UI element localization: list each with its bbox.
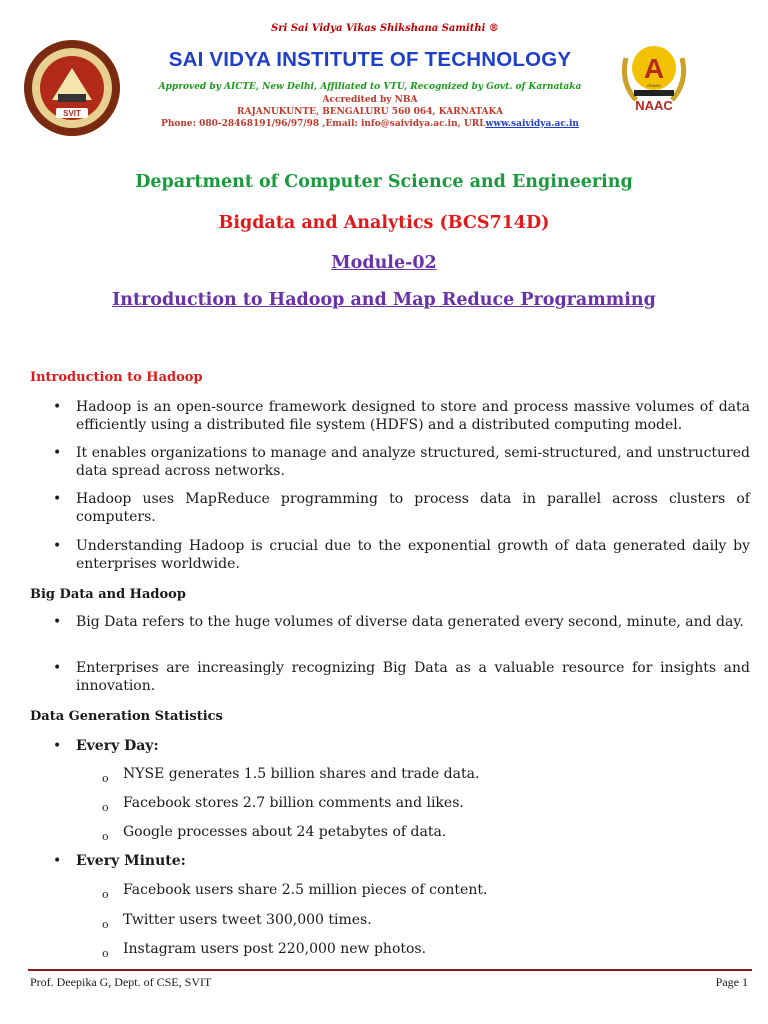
bullet-dot: • xyxy=(53,614,62,630)
naac-label: NAAC xyxy=(635,98,673,113)
bullet-dot: • xyxy=(53,445,62,461)
website-link[interactable]: www.saividya.ac.in xyxy=(485,119,579,129)
naac-grade-letter: A xyxy=(643,53,665,84)
bigdata-bullet: Big Data refers to the huge volumes of diverse data generated every second, minute, and day. xyxy=(76,614,744,630)
sub-bullet-dot: o xyxy=(102,801,109,814)
naac-grade-word: GRADE xyxy=(646,83,662,88)
bullet-dot: • xyxy=(53,491,62,507)
contact-line xyxy=(120,118,620,130)
sub-bullet-dot: o xyxy=(102,947,109,960)
bullet-dot: • xyxy=(53,538,62,554)
approval-line: Approved by AICTE, New Delhi, Affiliated to VTU, Recognized by Govt. of Karnataka xyxy=(158,82,582,92)
naac-logo xyxy=(616,38,692,130)
institute-name: SAI VIDYA INSTITUTE OF TECHNOLOGY xyxy=(168,48,572,71)
footer-author: Prof. Deepika G, Dept. of CSE, SVIT xyxy=(30,975,212,989)
every-minute-item: Instagram users post 220,000 new photos. xyxy=(123,941,427,957)
every-minute-item: Twitter users tweet 300,000 times. xyxy=(123,912,372,928)
intro-bullet: Understanding Hadoop is crucial due to the exponential growth of data generated daily by enterprises worldwide. xyxy=(76,538,750,572)
sub-bullet-dot: o xyxy=(102,830,109,843)
svit-logo xyxy=(22,38,122,138)
department-title: Department of Computer Science and Engineering xyxy=(135,172,633,192)
bullet-dot: • xyxy=(53,399,62,415)
samithi-name: Sri Sai Vidya Vikas Shikshana Samithi ® xyxy=(271,23,499,34)
bigdata-heading: Big Data and Hadoop xyxy=(30,587,186,602)
course-title: Bigdata and Analytics (BCS714D) xyxy=(218,213,550,233)
every-day-item: NYSE generates 1.5 billion shares and trade data. xyxy=(123,766,480,782)
contact-text: Phone: 080-28468191/96/97/98 ,Email: info@saividya.ac.in, URL xyxy=(161,119,486,129)
intro-heading: Introduction to Hadoop xyxy=(30,370,203,385)
sub-bullet-dot: o xyxy=(102,888,109,901)
every-day-item: Google processes about 24 petabytes of data. xyxy=(123,824,447,840)
intro-bullet: Hadoop uses MapReduce programming to process data in parallel across clusters of computers. xyxy=(76,491,750,525)
topic-title: Introduction to Hadoop and Map Reduce Programming xyxy=(112,290,656,310)
every-day-label: Every Day: xyxy=(76,738,159,754)
every-day-item: Facebook stores 2.7 billion comments and likes. xyxy=(123,795,464,811)
footer-divider xyxy=(28,969,752,971)
intro-bullet: It enables organizations to manage and analyze structured, semi-structured, and unstructured data spread across networks. xyxy=(76,445,750,479)
every-minute-item: Facebook users share 2.5 million pieces of content. xyxy=(123,882,488,898)
bigdata-bullet: Enterprises are increasingly recognizing Big Data as a valuable resource for insights and innovation. xyxy=(76,660,750,694)
accreditation-line: Accredited by NBA xyxy=(322,95,418,105)
page-number: Page 1 xyxy=(715,975,748,989)
svit-logo-text: SVIT xyxy=(63,109,81,118)
sub-bullet-dot: o xyxy=(102,772,109,785)
bullet-dot: • xyxy=(53,853,62,869)
every-minute-label: Every Minute: xyxy=(76,853,186,869)
intro-bullet: Hadoop is an open-source framework designed to store and process massive volumes of data efficiently using a distributed file system (HDFS) and a distributed computing model. xyxy=(76,399,750,433)
bullet-dot: • xyxy=(53,660,62,676)
address-line: RAJANUKUNTE, BENGALURU 560 064, KARNATAKA xyxy=(237,107,503,117)
sub-bullet-dot: o xyxy=(102,918,109,931)
bullet-dot: • xyxy=(53,738,62,754)
module-title: Module-02 xyxy=(331,253,437,273)
stats-heading: Data Generation Statistics xyxy=(30,709,223,724)
